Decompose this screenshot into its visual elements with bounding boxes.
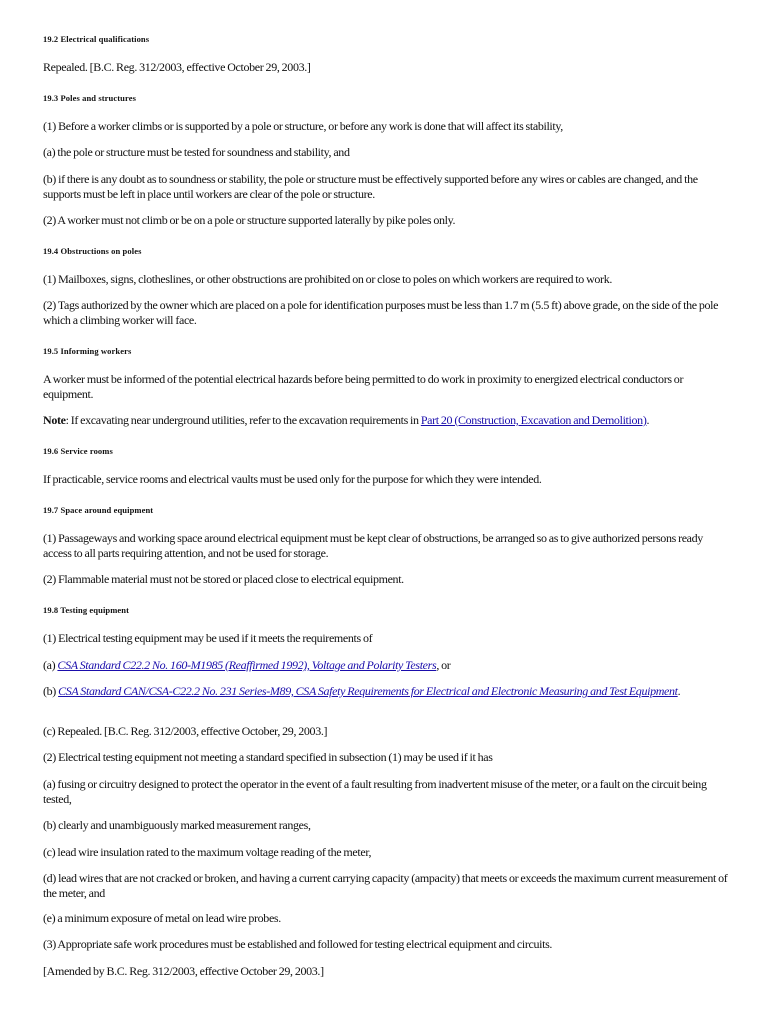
item-prefix: (a) — [43, 658, 58, 672]
item-prefix: (b) — [43, 684, 59, 698]
csa-c22-2-160-link[interactable]: CSA Standard C22.2 No. 160-M1985 (Reaffirmed 1992), Voltage and Polarity Testers — [57, 658, 437, 672]
heading-19-2: 19.2 Electrical qualifications — [43, 34, 150, 44]
paragraph-19-8-2d: (d) lead wires that are not cracked or broken, and having a current carrying capacity (ampacity) that meets or exceeds the maximum current measurement of the meter, and — [43, 871, 728, 900]
paragraph-19-6-1: If practicable, service rooms and electrical vaults must be used only for the purpose for which they were intended. — [43, 472, 542, 486]
item-suffix: . — [677, 684, 681, 698]
note-end: . — [646, 413, 650, 427]
paragraph-19-8-2: (2) Electrical testing equipment not meeting a standard specified in subsection (1) may be used if it has — [43, 750, 493, 764]
note-text: : If excavating near underground utilities, refer to the excavation requirements in — [65, 413, 421, 427]
heading-19-7: 19.7 Space around equipment — [43, 505, 154, 515]
paragraph-19-8-3: (3) Appropriate safe work procedures must be established and followed for testing electrical equipment and circuits. — [43, 937, 553, 951]
heading-19-8: 19.8 Testing equipment — [43, 605, 130, 615]
csa-c22-2-231-link[interactable]: CSA Standard CAN/CSA-C22.2 No. 231 Series-M89, CSA Safety Requirements for Electrical and Electronic Measuring and Test Equipment — [58, 684, 678, 698]
paragraph-19-3-2: (2) A worker must not climb or be on a pole or structure supported laterally by pike poles only. — [43, 213, 456, 227]
heading-19-4: 19.4 Obstructions on poles — [43, 246, 142, 256]
amendment-note: [Amended by B.C. Reg. 312/2003, effective October 29, 2003.] — [43, 964, 324, 978]
paragraph-19-4-1: (1) Mailboxes, signs, clotheslines, or other obstructions are prohibited on or close to poles on which workers are required to work. — [43, 272, 612, 286]
paragraph-19-8-1: (1) Electrical testing equipment may be used if it meets the requirements of — [43, 631, 373, 645]
paragraph-19-8-c: (c) Repealed. [B.C. Reg. 312/2003, effective October, 29, 2003.] — [43, 724, 328, 738]
paragraph-19-5-1: A worker must be informed of the potential electrical hazards before being permitted to do work in proximity to energized electrical conductors or equipment. — [43, 372, 684, 401]
paragraph-19-2: Repealed. [B.C. Reg. 312/2003, effective October 29, 2003.] — [43, 60, 311, 74]
paragraph-19-7-1: (1) Passageways and working space around electrical equipment must be kept clear of obstructions, be arranged so as to give authorized persons ready access to all parts requiring attention, and not be used for storage. — [43, 531, 703, 560]
paragraph-19-4-2: (2) Tags authorized by the owner which are placed on a pole for identification purposes must be less than 1.7 m (5.5 ft) above grade, on the side of the pole which a climbing worker will face. — [43, 298, 719, 327]
paragraph-19-8-2b: (b) clearly and unambiguously marked measurement ranges, — [43, 818, 311, 832]
paragraph-19-3-b: (b) if there is any doubt as to soundness or stability, the pole or structure must be effectively supported before any wires or cables are changed, and the supports must be left in place until workers are clear of the pole or structure. — [43, 172, 698, 201]
paragraph-19-7-2: (2) Flammable material must not be stored or placed close to electrical equipment. — [43, 572, 404, 586]
note-paragraph — [43, 413, 728, 428]
paragraph-19-3-a: (a) the pole or structure must be tested for soundness and stability, and — [43, 145, 350, 159]
note-label: Note — [43, 413, 66, 427]
paragraph-19-8-b — [43, 684, 728, 699]
paragraph-19-8-2e: (e) a minimum exposure of metal on lead wire probes. — [43, 911, 281, 925]
item-suffix: , or — [436, 658, 451, 672]
heading-19-3: 19.3 Poles and structures — [43, 93, 137, 103]
heading-19-6: 19.6 Service rooms — [43, 446, 113, 456]
paragraph-19-8-a — [43, 658, 728, 673]
paragraph-19-8-2c: (c) lead wire insulation rated to the maximum voltage reading of the meter, — [43, 845, 372, 859]
heading-19-5: 19.5 Informing workers — [43, 346, 132, 356]
part-20-link[interactable]: Part 20 (Construction, Excavation and Demolition) — [420, 413, 647, 427]
paragraph-19-3-1: (1) Before a worker climbs or is supported by a pole or structure, or before any work is done that will affect its stability, — [43, 119, 563, 133]
paragraph-19-8-2a: (a) fusing or circuitry designed to protect the operator in the event of a fault resulting from inadvertent misuse of the meter, or a fault on the circuit being tested, — [43, 777, 707, 806]
